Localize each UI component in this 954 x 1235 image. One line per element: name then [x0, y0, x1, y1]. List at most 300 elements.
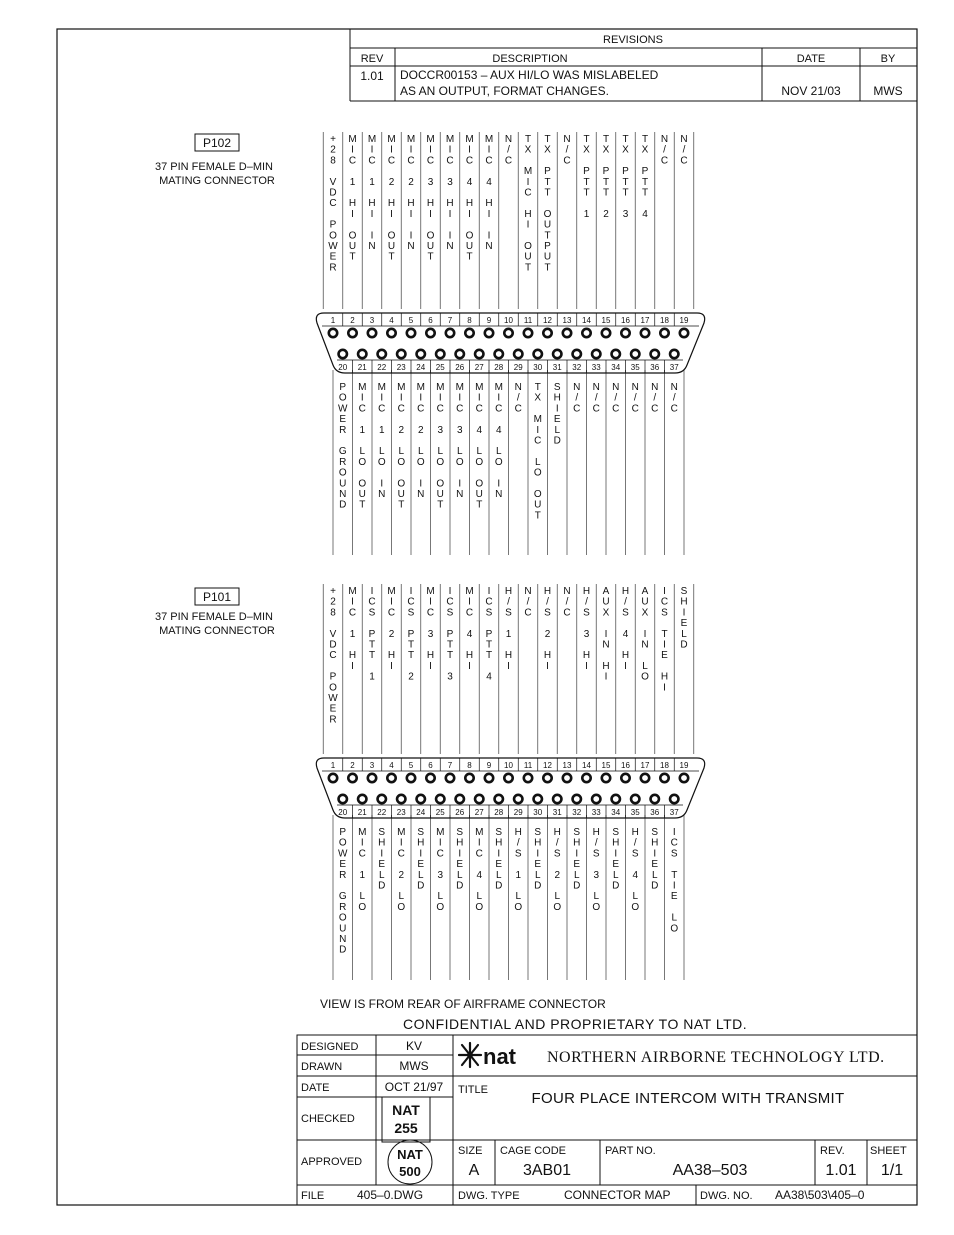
date-col-header: DATE	[796, 53, 826, 65]
pin-socket	[524, 329, 532, 337]
signal-label-char: T	[388, 251, 395, 263]
signal-label-char: /	[594, 392, 598, 404]
signal-label-char: O	[436, 901, 445, 913]
signal-label-char: C	[680, 155, 688, 167]
signal-label-char: 4	[486, 671, 492, 683]
pin-number: 11	[523, 316, 533, 325]
signal-label-char: H	[660, 671, 669, 683]
pin-number: 29	[513, 808, 523, 817]
signal-label-char: S	[573, 827, 581, 838]
signal-label-char: I	[370, 230, 374, 242]
signal-label-char: U	[534, 499, 542, 511]
drawn-label: DRAWN	[301, 1061, 343, 1073]
pin-socket	[397, 350, 405, 358]
pin-number: 35	[630, 363, 640, 372]
pin-number: 20	[338, 363, 348, 372]
signal-label-char: I	[682, 607, 686, 619]
pin-socket	[582, 329, 590, 337]
signal-label-char: C	[378, 403, 386, 415]
signal-label-char: I	[390, 660, 393, 672]
signal-label-char: N	[446, 241, 454, 252]
pin-number: 25	[435, 808, 445, 817]
signal-label-char: 1	[369, 671, 375, 683]
signal-label-char: T	[466, 251, 473, 263]
pin-socket	[524, 774, 532, 782]
signal-label-char: S	[651, 827, 659, 838]
pin-number: 9	[486, 761, 492, 770]
pin-socket	[485, 774, 493, 782]
date-label: DATE	[301, 1082, 330, 1094]
signal-label-char: 1	[583, 208, 590, 220]
pin-socket	[475, 795, 483, 803]
signal-label-char: O	[436, 478, 445, 490]
signal-label-char: T	[641, 176, 649, 188]
signal-label-char: O	[533, 489, 542, 500]
signal-label-char: H	[348, 198, 357, 210]
signal-label-char: I	[468, 660, 471, 672]
signal-label-char: R	[329, 262, 337, 274]
signal-label-char: T	[485, 650, 493, 662]
signal-label-char: U	[348, 241, 357, 252]
drawing-type-label: DWG. TYPE	[458, 1190, 520, 1202]
signal-label-char: U	[339, 923, 347, 935]
signal-label-char: I	[555, 403, 559, 415]
signal-label-char: T	[368, 639, 376, 651]
signal-label-char: O	[329, 230, 337, 242]
signal-label-char: T	[476, 499, 483, 511]
part-number: AA38–503	[672, 1162, 748, 1179]
pin-number: 5	[408, 761, 414, 770]
signal-label-char: S	[495, 827, 503, 838]
pin-number: 5	[408, 316, 414, 325]
signal-label-char: M	[494, 382, 503, 393]
pin-number: 29	[513, 363, 523, 372]
signal-label-char: O	[338, 837, 347, 849]
signal-label-char: C	[348, 155, 357, 167]
signal-label-char: M	[533, 414, 542, 426]
signal-label-char: O	[416, 456, 425, 468]
pin-socket	[553, 795, 561, 803]
signal-label-char: L	[437, 446, 444, 458]
p102-connector	[316, 132, 704, 555]
signal-label-char: E	[680, 618, 688, 630]
pin-number: 7	[447, 316, 453, 325]
signal-label-char: L	[359, 446, 366, 458]
signal-label-char: T	[583, 176, 590, 188]
signal-label-char: I	[526, 176, 530, 188]
signal-label-char: L	[681, 628, 687, 640]
description-col-header: DESCRIPTION	[492, 53, 568, 65]
signal-label-char: N	[602, 639, 610, 651]
p101-description-line-1: 37 PIN FEMALE D–MIN	[155, 611, 273, 623]
signal-label-char: M	[426, 586, 435, 597]
pin-number: 14	[582, 761, 591, 770]
signal-label-char: E	[417, 859, 425, 871]
signal-label-char: M	[348, 134, 357, 145]
signal-label-char: T	[602, 134, 610, 145]
pin-number: 33	[591, 808, 601, 817]
signal-label-char: I	[526, 219, 530, 231]
signal-label-char: 2	[388, 628, 395, 640]
signal-label-char: P	[446, 628, 454, 640]
signal-label-char: C	[534, 435, 542, 447]
signal-label-char: /	[575, 392, 579, 404]
signal-label-char: C	[670, 403, 678, 415]
signal-label-char: 4	[642, 208, 648, 220]
pin-socket	[339, 350, 347, 358]
signal-label-char: 1	[378, 424, 385, 436]
signal-label-char: /	[526, 596, 530, 608]
signal-label-char: C	[446, 596, 454, 608]
signal-label-char: O	[329, 682, 337, 694]
signal-label-char: P	[583, 166, 590, 178]
rev-col-header: REV	[360, 53, 384, 65]
signal-label-char: H	[495, 837, 503, 849]
signal-label-char: T	[359, 499, 366, 511]
signal-label-char: V	[329, 176, 337, 188]
pin-socket	[514, 350, 522, 358]
signal-label-char: O	[670, 923, 679, 935]
signal-label-char: A	[641, 586, 649, 597]
pin-number: 18	[660, 316, 669, 325]
signal-label-char: L	[398, 446, 405, 458]
signal-label-char: H	[543, 586, 552, 597]
signal-label-char: T	[368, 650, 376, 662]
by-col-header: BY	[880, 53, 896, 65]
signal-label-char: C	[524, 607, 532, 619]
pin-socket	[436, 795, 444, 803]
signal-label-char: 3	[456, 424, 463, 436]
signal-label-char: N	[485, 241, 493, 252]
signal-label-char: N	[631, 382, 639, 393]
pin-socket	[621, 774, 629, 782]
file-name: 405–0.DWG	[357, 1188, 424, 1202]
signal-label-char: C	[514, 403, 522, 415]
pin-socket	[641, 329, 649, 337]
signal-label-char: H	[485, 198, 493, 210]
signal-label-char: H	[543, 650, 552, 662]
signal-label-char: X	[602, 144, 610, 156]
signal-label-char: E	[651, 859, 659, 871]
signal-label-char: L	[456, 869, 463, 881]
signal-label-char: L	[476, 446, 483, 458]
signal-label-char: N	[368, 241, 376, 252]
signal-label-char: E	[573, 859, 581, 871]
pin-socket	[329, 329, 337, 337]
p101-label	[155, 588, 275, 637]
signal-label-char: 2	[408, 671, 414, 683]
signal-label-char: P	[622, 166, 629, 178]
signal-label-char: H	[631, 827, 639, 838]
pin-number: 1	[330, 316, 336, 325]
signal-label-char: I	[448, 144, 452, 156]
signal-label-char: 1	[369, 176, 375, 188]
signal-label-char: G	[338, 891, 347, 903]
signal-label-char: D	[417, 880, 425, 892]
signal-label-char: L	[437, 891, 444, 903]
signal-label-char: C	[465, 155, 474, 167]
signal-label-char: E	[339, 859, 347, 871]
pin-number: 22	[377, 808, 387, 817]
signal-label-char: 2	[603, 208, 609, 220]
pin-socket	[368, 329, 376, 337]
pin-number: 13	[562, 761, 572, 770]
signal-label-char: T	[622, 176, 629, 188]
signal-label-char: T	[544, 187, 551, 199]
signal-label-char: H	[621, 586, 630, 597]
pin-socket	[456, 350, 464, 358]
signal-label-char: I	[409, 586, 413, 597]
signal-label-char: S	[534, 827, 542, 838]
nat-logo	[459, 1043, 517, 1069]
pin-socket	[602, 329, 610, 337]
signal-label-char: +	[330, 134, 336, 145]
signal-label-char: I	[419, 392, 423, 404]
signal-label-char: I	[663, 639, 666, 651]
signal-label-char: 2	[330, 144, 336, 156]
signal-label-char: H	[504, 650, 513, 662]
signal-label-char: /	[663, 144, 666, 156]
signal-label-char: L	[417, 869, 424, 881]
signal-label-char: C	[504, 155, 513, 167]
pin-socket	[582, 774, 590, 782]
pin-socket	[534, 350, 542, 358]
signal-label-char: 3	[437, 869, 444, 881]
pin-number: 24	[416, 808, 426, 817]
company-name: NORTHERN AIRBORNE TECHNOLOGY LTD.	[547, 1049, 885, 1066]
signal-label-char: H	[651, 837, 659, 849]
signal-label-char: D	[456, 880, 464, 892]
signal-label-char: 4	[486, 176, 492, 188]
signal-label-char: N	[612, 382, 620, 393]
pin-socket	[329, 774, 337, 782]
signal-label-char: 4	[476, 869, 483, 881]
revision-number: 1.01	[360, 69, 384, 83]
signal-label-char: 4	[466, 628, 473, 640]
pin-number: 31	[552, 808, 562, 817]
signal-label-char: H	[504, 586, 513, 597]
signal-label-char: 1	[359, 424, 366, 436]
pin-socket	[680, 329, 688, 337]
signal-label-char: D	[339, 944, 347, 956]
signal-label-char: I	[409, 144, 413, 156]
signal-label-char: U	[543, 251, 552, 263]
drawn-by: MWS	[399, 1059, 429, 1073]
pin-number: 11	[523, 761, 533, 770]
signal-label-char: C	[446, 155, 454, 167]
signal-label-char: X	[622, 144, 629, 156]
pin-number: 31	[552, 363, 562, 372]
signal-label-char: D	[378, 880, 386, 892]
signal-label-char: /	[672, 392, 676, 404]
signal-label-char: M	[397, 827, 406, 838]
signal-label-char: I	[487, 144, 491, 156]
signal-label-char: O	[455, 456, 464, 468]
signal-label-char: I	[468, 144, 471, 156]
checked-label: CHECKED	[301, 1113, 355, 1125]
signal-label-char: T	[398, 499, 405, 511]
signal-label-char: S	[485, 607, 493, 619]
signal-label-char: /	[555, 837, 559, 849]
pin-number: 34	[611, 363, 621, 372]
signal-label-char: I	[370, 586, 374, 597]
signal-label-char: I	[380, 478, 384, 490]
signal-label-char: H	[387, 650, 396, 662]
signal-label-char: T	[641, 187, 649, 199]
signal-label-char: O	[475, 478, 484, 490]
pin-number: 6	[428, 316, 433, 325]
pin-socket	[387, 329, 395, 337]
revision-level: 1.01	[825, 1162, 857, 1179]
signal-label-char: 2	[417, 424, 424, 436]
pin-number: 12	[543, 316, 552, 325]
pin-number: 10	[504, 761, 513, 770]
signal-label-char: T	[349, 251, 356, 263]
signal-label-char: P	[407, 628, 415, 640]
pin-number: 27	[474, 363, 484, 372]
signal-label-char: S	[661, 607, 668, 619]
signal-label-char: C	[475, 403, 483, 415]
signal-label-char: I	[672, 880, 676, 892]
signal-label-char: H	[378, 837, 386, 849]
signal-label-char: T	[583, 134, 590, 145]
signal-label-char: M	[406, 134, 416, 145]
signal-label-char: I	[614, 848, 618, 860]
signal-label-char: T	[622, 134, 629, 145]
revision-description-line-1: DOCCR00153 – AUX HI/LO WAS MISLABELED	[400, 68, 659, 82]
signal-label-char: M	[377, 382, 386, 393]
signal-label-char: I	[643, 628, 647, 640]
signal-label-char: M	[475, 382, 484, 393]
pin-socket	[534, 795, 542, 803]
signal-label-char: M	[416, 382, 425, 393]
p102-description-line-1: 37 PIN FEMALE D–MIN	[155, 161, 273, 173]
pin-number: 26	[455, 808, 465, 817]
signal-label-char: 3	[437, 424, 444, 436]
signal-label-char: I	[380, 848, 384, 860]
signal-label-char: L	[456, 446, 463, 458]
signal-label-char: M	[397, 382, 406, 393]
signal-label-char: P	[339, 827, 347, 838]
signal-label-char: O	[543, 208, 552, 220]
signal-label-char: N	[563, 134, 571, 145]
pin-number: 7	[447, 761, 453, 770]
signal-label-char: C	[397, 403, 405, 415]
pin-number: 19	[679, 316, 689, 325]
pin-number: 2	[350, 761, 355, 770]
pin-socket	[485, 329, 493, 337]
signal-label-char: W	[338, 403, 348, 415]
signal-label-char: M	[445, 134, 455, 145]
signal-label-char: N	[495, 489, 503, 500]
signal-label-char: O	[553, 901, 562, 913]
signal-label-char: C	[660, 155, 669, 167]
pin-number: 32	[572, 808, 582, 817]
signal-label-char: S	[368, 607, 376, 619]
pin-socket	[436, 350, 444, 358]
signal-label-char: I	[351, 208, 354, 220]
signal-label-char: 1	[505, 628, 512, 640]
revision-date: NOV 21/03	[781, 84, 841, 98]
signal-label-char: N	[641, 639, 649, 651]
signal-label-char: C	[358, 403, 366, 415]
signal-label-char: I	[399, 837, 403, 849]
pin-number: 32	[572, 363, 582, 372]
signal-label-char: C	[387, 607, 396, 619]
signal-label-char: T	[524, 262, 532, 274]
signal-label-char: O	[465, 230, 474, 242]
signal-label-char: H	[621, 650, 630, 662]
signal-label-char: P	[329, 219, 337, 231]
signal-label-char: M	[455, 382, 464, 393]
signal-label-char: I	[409, 230, 413, 242]
signal-label-char: H	[387, 198, 396, 210]
signal-label-char: X	[641, 144, 649, 156]
signal-label-char: /	[594, 837, 598, 849]
signal-label-char: C	[456, 403, 464, 415]
signal-label-char: I	[360, 837, 364, 849]
pin-number: 22	[377, 363, 387, 372]
signal-label-char: H	[592, 827, 600, 838]
pin-number: 9	[486, 316, 492, 325]
signal-label-char: U	[397, 489, 405, 500]
signal-label-char: 1	[515, 869, 522, 881]
signal-label-char: 2	[544, 628, 551, 640]
signal-label-char: H	[407, 198, 415, 210]
pin-socket	[504, 774, 512, 782]
signal-label-char: N	[339, 934, 347, 945]
pin-number: 18	[660, 761, 669, 770]
signal-label-char: U	[543, 219, 552, 231]
signal-label-char: O	[475, 456, 484, 468]
signal-label-char: L	[554, 891, 561, 903]
signal-label-char: 3	[622, 208, 629, 220]
signal-label-char: /	[565, 596, 569, 608]
pin-socket	[368, 774, 376, 782]
pin-socket	[631, 795, 639, 803]
signal-label-char: I	[497, 478, 501, 490]
signal-label-char: I	[536, 848, 540, 860]
signal-label-char: P	[329, 671, 337, 683]
drawing-date: OCT 21/97	[384, 1080, 444, 1094]
signal-label-char: I	[419, 478, 423, 490]
signal-label-char: C	[485, 596, 493, 608]
title-block	[297, 1035, 917, 1205]
signal-label-char: S	[553, 382, 561, 393]
signal-label-char: H	[553, 827, 561, 838]
signal-label-char: D	[680, 639, 688, 651]
pin-number: 2	[350, 316, 355, 325]
signal-label-char: C	[329, 198, 337, 210]
signal-label-char: L	[554, 424, 561, 436]
pin-socket	[651, 795, 659, 803]
signal-label-char: G	[338, 446, 347, 458]
signal-label-char: 3	[427, 628, 434, 640]
pin-socket	[348, 774, 356, 782]
file-label: FILE	[301, 1190, 325, 1202]
signal-label-char: L	[378, 869, 385, 881]
signal-label-char: /	[516, 837, 520, 849]
signal-label-char: C	[612, 403, 620, 415]
confidential-notice: CONFIDENTIAL AND PROPRIETARY TO NAT LTD.	[403, 1016, 748, 1032]
signal-label-char: T	[661, 628, 668, 640]
signal-label-char: C	[436, 848, 444, 860]
pin-number: 3	[369, 316, 375, 325]
signal-label-char: L	[593, 891, 600, 903]
signal-label-char: I	[458, 848, 462, 860]
signal-label-char: 3	[583, 628, 590, 640]
pin-socket	[348, 329, 356, 337]
